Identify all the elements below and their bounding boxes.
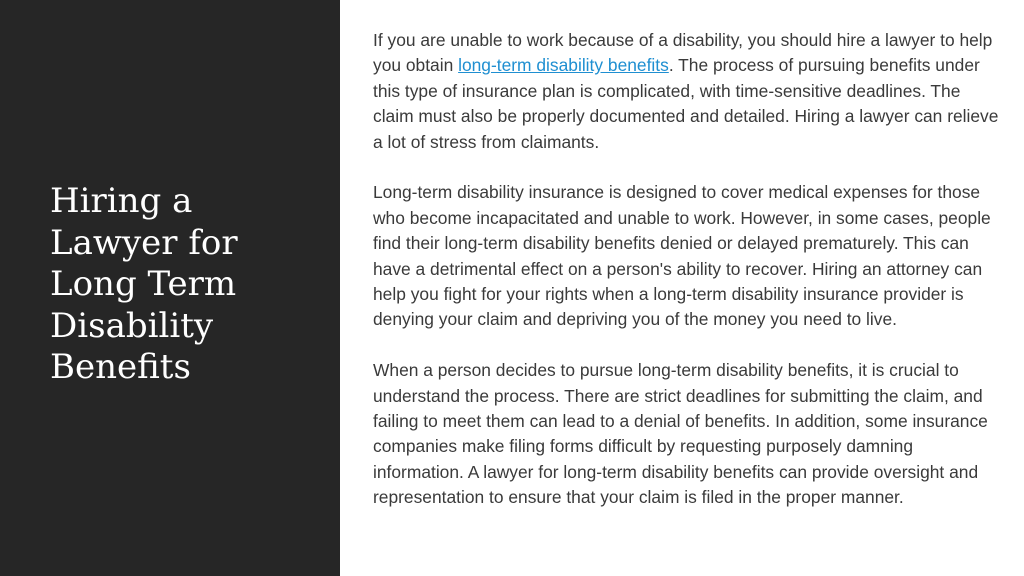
slide-title: Hiring a Lawyer for Long Term Disability Benefits [50,181,238,388]
paragraph-1-after-link: . The process of pursuing benefits under this type of insurance plan is complicated, with time-sensitive deadlines. The claim must also be properly documented and detailed. Hiring a lawyer can relieve a lot of stress from claimants. [373,55,999,152]
paragraph-3: When a person decides to pursue long-term disability benefits, it is crucial to understand the process. There are strict deadlines for submitting the claim, and failing to meet them can lead to a denial of benefits. In addition, some insurance companies make filing forms difficult by requesting purposely damning information. A lawyer for long-term disability benefits can provide oversight and representation to ensure that your claim is filed in the proper manner. [373,360,988,508]
content-panel [340,0,1024,576]
body-text [373,28,1005,511]
long-term-disability-benefits-link[interactable]: long-term disability benefits [458,55,669,76]
title-panel [0,0,340,576]
paragraph-1 [373,28,1005,155]
paragraph-2: Long-term disability insurance is designed to cover medical expenses for those who become incapacitated and unable to work. However, in some cases, people find their long-term disability benefits denied or delayed prematurely. This can have a detrimental effect on a person's ability to recover. Hiring an attorney can help you fight for your rights when a long-term disability insurance provider is denying your claim and depriving you of the money you need to live. [373,182,991,330]
paragraph-1-before-link: If you are unable to work because of a disability, you should hire a lawyer to help you obtain [373,30,993,76]
